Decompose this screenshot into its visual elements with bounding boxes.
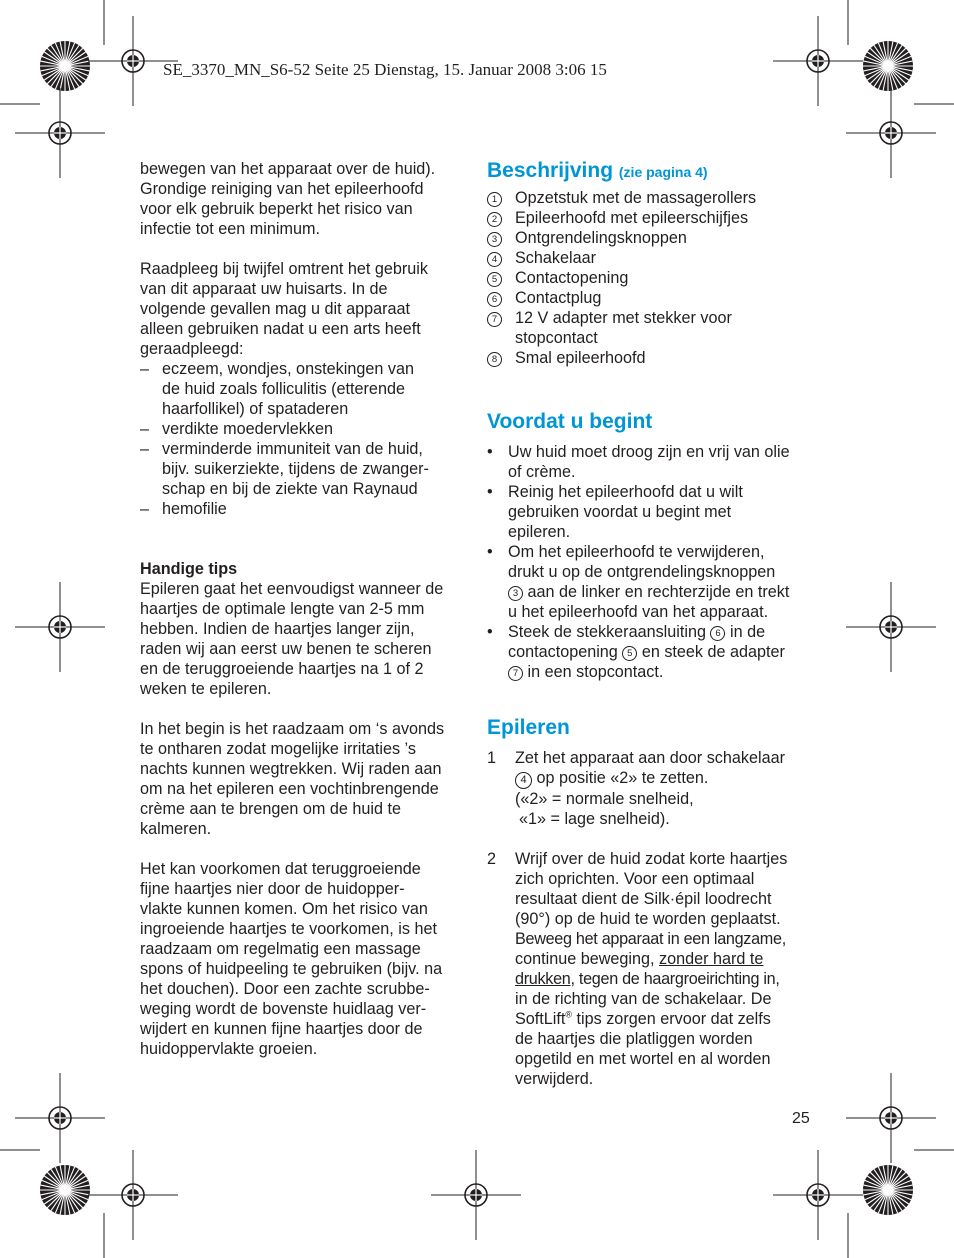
paragraph-consult-doctor xyxy=(140,259,470,359)
text-line: weken te epileren. xyxy=(140,680,272,698)
step-item xyxy=(487,849,817,1089)
text-line: crème aan te brengen om de huid te xyxy=(140,800,401,818)
part-number: 4 xyxy=(487,252,502,267)
text-span: tips zorgen ervoor dat zelfs xyxy=(572,1010,771,1028)
dash-marker: – xyxy=(140,440,150,458)
section-heading-epileren: Epileren xyxy=(487,716,570,739)
text-span: aan de linker en rechterzijde en trekt xyxy=(527,583,790,601)
page-number: 25 xyxy=(792,1110,810,1127)
part-label: Epileerhoofd met epileerschijfjes xyxy=(515,209,749,227)
underlined-text: zonder hard te xyxy=(659,950,764,968)
list-item xyxy=(140,359,470,419)
text-line: Grondige reiniging van het epileerhoofd xyxy=(140,180,424,198)
paragraph-hygiene xyxy=(140,159,470,239)
text-line: hebben. Indien de haartjes langer zijn, xyxy=(140,620,415,638)
text-line: schap en bij de ziekte van Raynaud xyxy=(162,480,418,498)
text-span: op positie «2» te zetten. xyxy=(536,769,709,787)
text-line: haarfollikel) of spataderen xyxy=(162,400,349,418)
text-line: opgetild en met wortel en al worden xyxy=(515,1050,771,1068)
section-heading-beschrijving xyxy=(487,157,817,186)
text-line xyxy=(515,949,817,969)
text-line: in de richting van de schakelaar. De xyxy=(515,990,772,1008)
text-line: hemofilie xyxy=(162,500,227,518)
text-line: ingroeiende haartjes te voorkomen, is het xyxy=(140,920,437,938)
text-line: kalmeren. xyxy=(140,820,212,838)
text-line: «1» = lage snelheid). xyxy=(519,810,670,828)
text-line: bewegen van het apparaat over de huid). xyxy=(140,160,436,178)
text-line: Beweeg het apparaat in een langzame, xyxy=(515,930,786,948)
part-label: stopcontact xyxy=(515,329,598,347)
text-line: zich oprichten. Voor een optimaal xyxy=(515,870,755,888)
text-span: SoftLift xyxy=(515,1010,566,1028)
part-label: Opzetstuk met de massagerollers xyxy=(515,189,757,207)
text-line: haartjes de optimale lengte van 2-5 mm xyxy=(140,600,425,618)
part-number: 8 xyxy=(487,352,502,367)
bullet-marker: • xyxy=(487,543,493,561)
paragraph-tips xyxy=(140,559,470,699)
callout-number: 6 xyxy=(710,626,725,641)
bullet-marker: • xyxy=(487,443,493,461)
part-number: 7 xyxy=(487,312,502,327)
text-span: en steek de adapter xyxy=(641,643,785,661)
dash-marker: – xyxy=(140,360,150,378)
text-line: Zet het apparaat aan door schakelaar xyxy=(515,749,785,767)
text-line: nachts kunnen wegtrekken. Wij raden aan xyxy=(140,760,442,778)
text-line: raden wij aan eerst uw benen te scheren xyxy=(140,640,432,658)
underlined-text: drukken xyxy=(515,970,571,988)
text-line: verdikte moedervlekken xyxy=(162,420,333,438)
text-line: verwijderd. xyxy=(515,1070,594,1088)
part-number: 1 xyxy=(487,192,502,207)
dash-marker: – xyxy=(140,500,150,518)
list-item xyxy=(140,439,470,499)
text-line xyxy=(515,1009,817,1029)
text-span: , tegen de haargroeirichting in, xyxy=(570,970,780,988)
step-number: 1 xyxy=(487,749,497,767)
text-span: contactopening xyxy=(508,643,618,661)
list-item xyxy=(140,419,470,439)
part-item xyxy=(487,248,817,268)
list-item xyxy=(487,542,817,622)
text-line: de haartjes die platliggen worden xyxy=(515,1030,753,1048)
text-line xyxy=(508,642,817,662)
text-line: (90°) op de huid te worden geplaatst. xyxy=(515,910,781,928)
text-line: en de teruggroeiende haartjes na 1 of 2 xyxy=(140,660,424,678)
text-line: Uw huid moet droog zijn en vrij van olie xyxy=(508,443,790,461)
text-line xyxy=(508,582,817,602)
step-number: 2 xyxy=(487,850,497,868)
part-label: Ontgrendelingsknoppen xyxy=(515,229,687,247)
text-line: Reinig het epileerhoofd dat u wilt xyxy=(508,483,743,501)
text-line: alleen gebruiken nadat u een arts heeft xyxy=(140,320,421,338)
callout-number: 3 xyxy=(508,586,523,601)
text-line: wijdert en kunnen fijne haartjes door de xyxy=(140,1020,423,1038)
parts-list xyxy=(487,188,817,368)
text-line: eczeem, wondjes, onstekingen van xyxy=(162,360,414,378)
heading-subtext: (zie pagina 4) xyxy=(618,164,708,180)
text-line: infectie tot een minimum. xyxy=(140,220,320,238)
text-span: in een stopcontact. xyxy=(527,663,664,681)
text-line: gebruiken voordat u begint met xyxy=(508,503,732,521)
list-item xyxy=(487,482,817,542)
text-line: drukt u op de ontgrendelingsknoppen xyxy=(508,563,776,581)
text-span: in de xyxy=(729,623,766,641)
part-item xyxy=(487,288,817,308)
list-item xyxy=(487,442,817,482)
text-line: In het begin is het raadzaam om ‘s avonds xyxy=(140,720,445,738)
part-number: 6 xyxy=(487,292,502,307)
part-item xyxy=(487,228,817,248)
heading-text: Beschrijving xyxy=(487,159,614,182)
part-item xyxy=(487,208,817,228)
text-line: te ontharen zodat mogelijke irritaties ’s xyxy=(140,740,416,758)
part-item xyxy=(487,308,817,348)
bullet-marker: • xyxy=(487,623,493,641)
list-item xyxy=(140,499,470,519)
part-label: Contactplug xyxy=(515,289,602,307)
text-line: verminderde immuniteit van de huid, xyxy=(162,440,423,458)
part-label: Smal epileerhoofd xyxy=(515,349,646,367)
text-line: huidoppervlakte groeien. xyxy=(140,1040,318,1058)
part-item xyxy=(487,188,817,208)
text-line: Het kan voorkomen dat teruggroeiende xyxy=(140,860,421,878)
text-line: Om het epileerhoofd te verwijderen, xyxy=(508,543,765,561)
section-heading-voordat: Voordat u begint xyxy=(487,410,653,433)
text-line xyxy=(515,768,817,789)
paragraph-ingrown xyxy=(140,859,470,1059)
text-line: («2» = normale snelheid, xyxy=(515,790,694,808)
part-label: 12 V adapter met stekker voor xyxy=(515,309,732,327)
part-item xyxy=(487,268,817,288)
text-line: of crème. xyxy=(508,463,576,481)
text-line: raadzaam om regelmatig een massage xyxy=(140,940,421,958)
text-line xyxy=(515,969,817,989)
part-label: Contactopening xyxy=(515,269,629,287)
text-line: Raadpleeg bij twijfel omtrent het gebruik xyxy=(140,260,428,278)
part-label: Schakelaar xyxy=(515,249,596,267)
text-span: Steek de stekkeraansluiting xyxy=(508,623,706,641)
left-column xyxy=(140,159,470,1059)
text-line: spons of huidpeeling te gebruiken (bijv. na xyxy=(140,960,443,978)
text-span: continue beweging, xyxy=(515,950,655,968)
text-line: u het epileerhoofd van het apparaat. xyxy=(508,603,769,621)
paragraph-evening xyxy=(140,719,470,839)
text-line xyxy=(508,622,817,642)
text-line: het douchen). Door een zachte scrubbe- xyxy=(140,980,430,998)
dash-marker: – xyxy=(140,420,150,438)
bullet-marker: • xyxy=(487,483,493,501)
text-line: vlakte kunnen komen. Om het risico van xyxy=(140,900,428,918)
text-line: resultaat dient de Silk·épil loodrecht xyxy=(515,890,772,908)
text-line xyxy=(508,662,817,682)
part-number: 5 xyxy=(487,272,502,287)
tips-heading: Handige tips xyxy=(140,560,238,578)
text-line: om na het epileren een vochtinbrengende xyxy=(140,780,439,798)
callout-number: 4 xyxy=(515,772,532,789)
text-line: weging wordt de bovenste huidlaag ver- xyxy=(140,1000,427,1018)
text-line: Wrijf over de huid zodat korte haartjes xyxy=(515,850,788,868)
text-line: de huid zoals folliculitis (etterende xyxy=(162,380,405,398)
callout-number: 5 xyxy=(622,646,637,661)
text-line: van dit apparaat uw huisarts. In de xyxy=(140,280,388,298)
text-line: voor elk gebruik beperkt het risico van xyxy=(140,200,413,218)
text-line: epileren. xyxy=(508,523,571,541)
text-line: Epileren gaat het eenvoudigst wanneer de xyxy=(140,580,444,598)
text-line: geraadpleegd: xyxy=(140,340,244,358)
part-number: 2 xyxy=(487,212,502,227)
list-item xyxy=(487,622,817,682)
text-line: fijne haartjes nier door de huidopper- xyxy=(140,880,405,898)
text-line: bijv. suikerziekte, tijdens de zwanger- xyxy=(162,460,429,478)
registered-mark: ® xyxy=(565,1009,573,1020)
part-item xyxy=(487,348,817,368)
print-header: SE_3370_MN_S6-52 Seite 25 Dienstag, 15. Januar 2008 3:06 15 xyxy=(163,60,607,79)
right-column xyxy=(487,159,817,1089)
callout-number: 7 xyxy=(508,666,523,681)
step-item xyxy=(487,748,817,829)
part-number: 3 xyxy=(487,232,502,247)
text-line: volgende gevallen mag u dit apparaat xyxy=(140,300,410,318)
